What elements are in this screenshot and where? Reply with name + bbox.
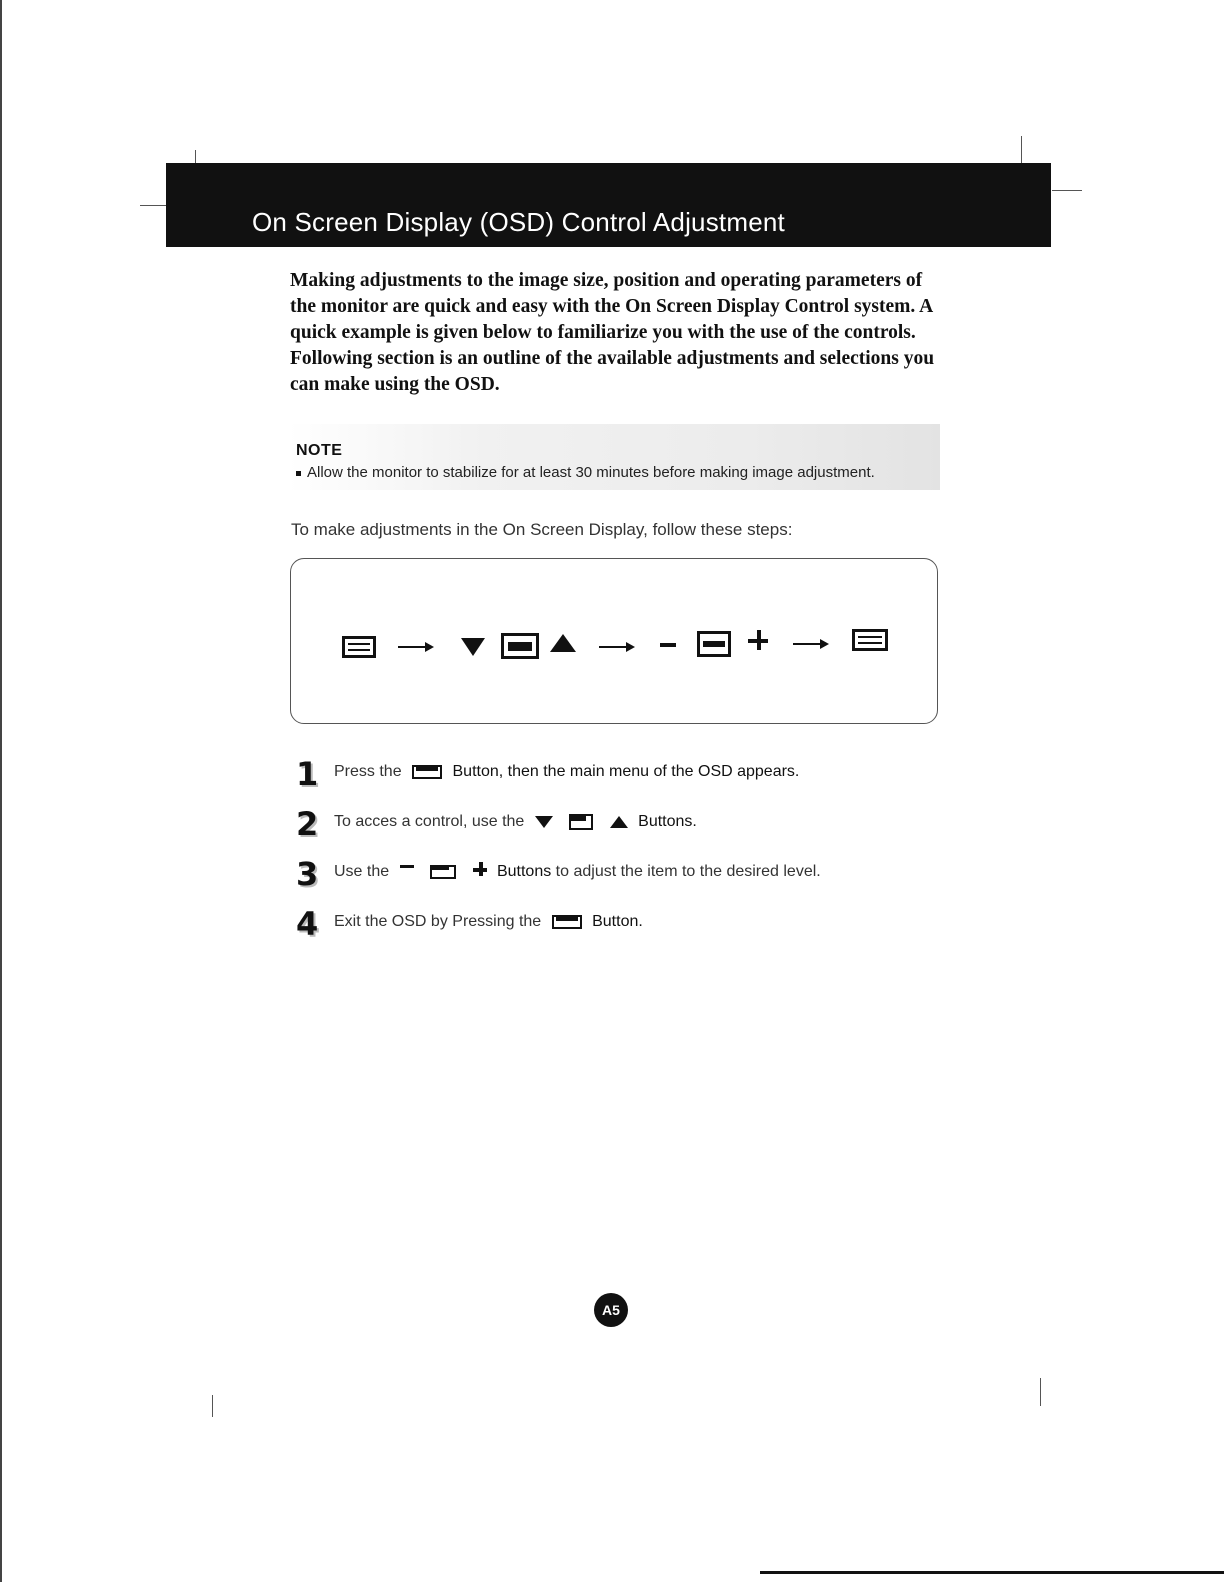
note-title: NOTE xyxy=(296,442,343,459)
crop-mark xyxy=(1021,136,1022,166)
step-number: 4 xyxy=(296,905,319,943)
step-text-before: To acces a control, use the xyxy=(334,813,525,830)
crop-mark xyxy=(1052,190,1082,191)
menu-button-icon xyxy=(852,629,888,651)
up-arrow-icon xyxy=(610,816,628,828)
arrow-right-icon xyxy=(793,643,827,645)
page-left-edge xyxy=(0,0,2,1582)
step-text-before: Use the xyxy=(334,863,390,880)
minus-icon xyxy=(400,865,414,868)
select-button-icon xyxy=(501,633,539,659)
step-text-after: to adjust the item to the desired level. xyxy=(555,863,821,880)
step-text-after: Button, then the main menu of the OSD appears. xyxy=(452,763,800,780)
bullet-icon xyxy=(296,471,301,476)
title-bar xyxy=(166,163,1051,247)
down-arrow-icon xyxy=(461,638,485,656)
step-number: 2 xyxy=(296,805,319,843)
menu-button-icon xyxy=(412,765,442,779)
step-number: 3 xyxy=(296,855,319,893)
page-title: On Screen Display (OSD) Control Adjustment xyxy=(252,207,785,237)
down-arrow-icon xyxy=(535,816,553,828)
intro-paragraph: Making adjustments to the image size, position and operating parameters of the monitor are quick and easy with the On Screen Display Control system. A quick example is given below to familiarize you with the use of the controls. Following section is an outline of the available adjustments and selections you can make using the OSD. xyxy=(290,270,935,395)
note-box xyxy=(288,424,940,490)
crop-mark xyxy=(1040,1378,1041,1406)
step-text-before: Press the xyxy=(334,763,402,780)
menu-button-icon xyxy=(342,636,376,658)
step-text-before: Exit the OSD by Pressing the xyxy=(334,913,542,930)
step-text xyxy=(334,863,821,881)
select-button-icon xyxy=(430,865,456,879)
page-number-badge: A5 xyxy=(594,1293,628,1327)
select-button-icon xyxy=(569,814,593,830)
minus-icon xyxy=(660,643,676,647)
arrow-right-icon xyxy=(599,646,633,648)
select-button-icon xyxy=(697,631,731,657)
arrow-right-icon xyxy=(398,646,432,648)
step-text-after: Buttons. xyxy=(638,813,697,830)
plus-icon xyxy=(748,630,768,650)
crop-mark xyxy=(140,205,168,206)
step-text xyxy=(334,763,799,781)
bottom-rule xyxy=(760,1571,1224,1574)
step-text-strong: Buttons xyxy=(496,863,552,880)
osd-flow-diagram xyxy=(290,558,938,724)
step-text-after: Button. xyxy=(592,913,643,930)
step-text xyxy=(334,813,697,831)
crop-mark xyxy=(212,1395,213,1417)
step-text xyxy=(334,913,643,931)
up-arrow-icon xyxy=(550,634,576,652)
note-item xyxy=(296,464,875,481)
plus-icon xyxy=(473,862,487,876)
note-item-text: Allow the monitor to stabilize for at least 30 minutes before making image adjustment. xyxy=(307,464,875,481)
menu-button-icon xyxy=(552,915,582,929)
step-number: 1 xyxy=(296,755,319,793)
steps-intro: To make adjustments in the On Screen Display, follow these steps: xyxy=(291,520,793,539)
